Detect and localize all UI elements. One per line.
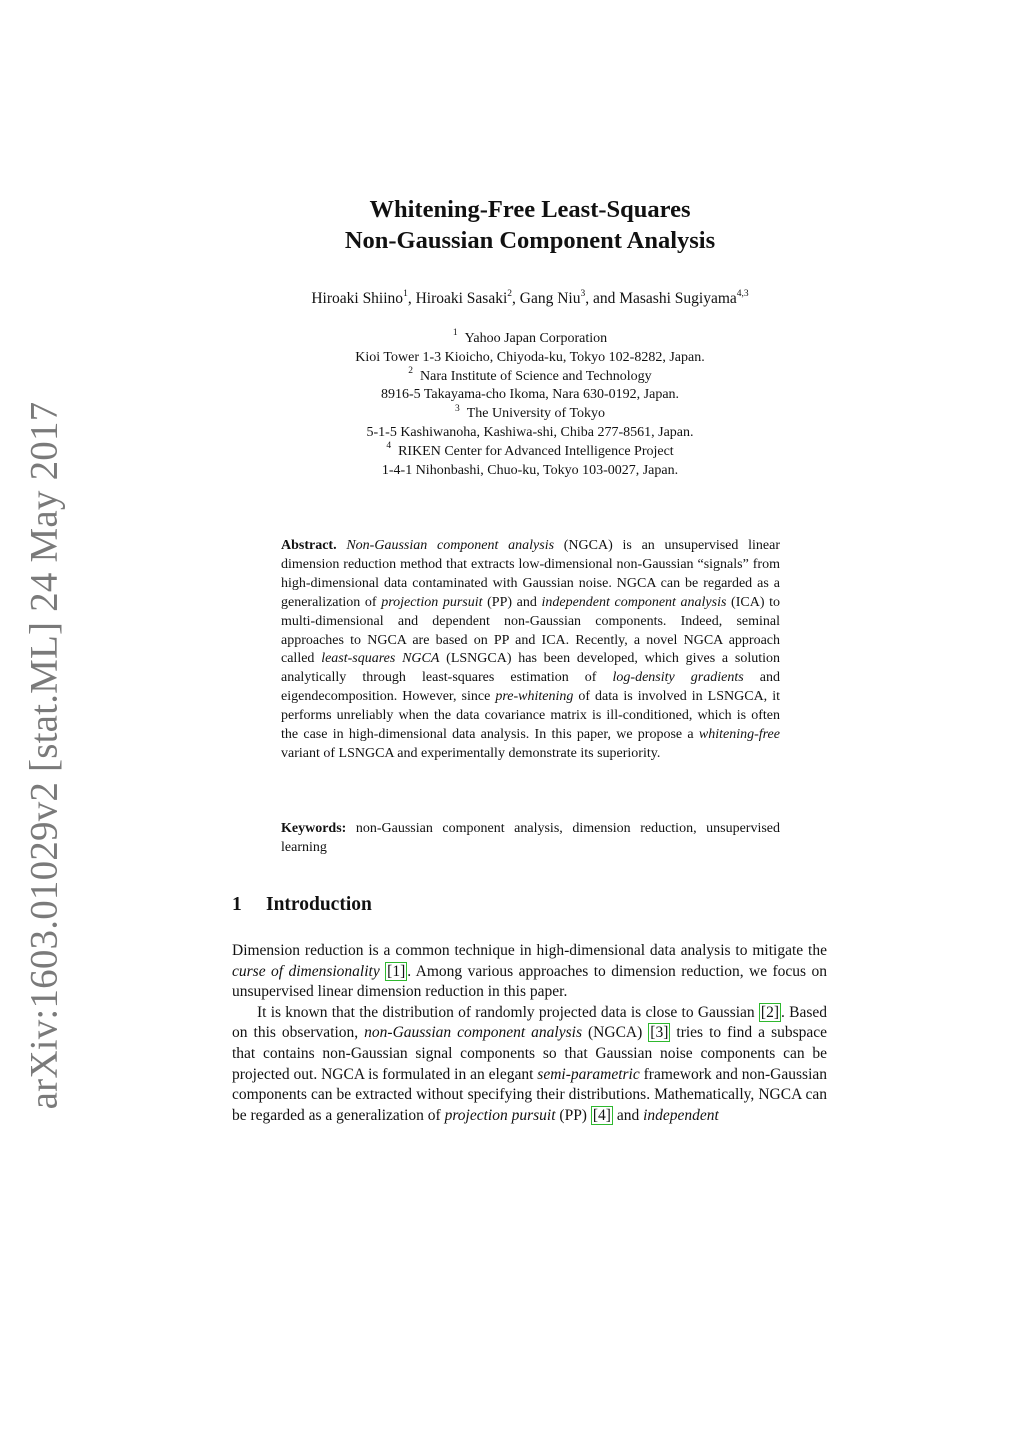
- author-list: [230, 290, 830, 308]
- text-run: (LSNGCA) has been developed, which gives a solution analytically through least-squares estimation of: [281, 651, 780, 686]
- emphasized-term: projection pursuit: [381, 594, 483, 610]
- author-affiliation-marker: 3: [580, 288, 586, 299]
- citation-link[interactable]: [3]: [650, 1024, 669, 1042]
- text-run: Dimension reduction is a common technique in high-dimensional data analysis to mitigate the: [232, 942, 827, 959]
- citation-link[interactable]: [2]: [760, 1003, 779, 1021]
- text-run: of data is involved in LSNGCA, it performs unreliably when the data covariance matrix is ill-conditioned, which is often the case in high-dimensional data analysis. In this paper, we propose a: [281, 689, 780, 743]
- emphasized-term: least-squares NGCA: [321, 651, 440, 667]
- arxiv-identifier-stamp: arXiv:1603.01029v2 [stat.ML] 24 May 2017: [22, 401, 66, 1109]
- affiliation-address: 5-1-5 Kashiwanoha, Kashiwa-shi, Chiba 277-8561, Japan.: [366, 424, 694, 440]
- text-run: [337, 538, 347, 553]
- affiliation-marker: 3: [454, 403, 460, 414]
- emphasized-term: pre-whitening: [495, 689, 574, 705]
- paragraph: [232, 941, 827, 1003]
- affiliation-marker: 2: [408, 365, 414, 376]
- keywords-label: Keywords:: [281, 821, 347, 836]
- section-number: 1: [232, 894, 242, 915]
- emphasized-term: non-Gaussian component analysis: [364, 1024, 582, 1042]
- introduction-body: [232, 941, 827, 1126]
- affiliation-address: Kioi Tower 1-3 Kioicho, Chiyoda-ku, Tokyo 102-8282, Japan.: [355, 349, 705, 365]
- text-run: (NGCA): [582, 1024, 649, 1042]
- affiliation-name-line: [230, 443, 830, 462]
- affiliation-marker: 4: [386, 441, 392, 452]
- text-run: (ICA) to multi-dimensional and dependent non-Gaussian components. Indeed, seminal approaches to NGCA are based on PP and ICA. Recently, a novel NGCA approach called: [281, 594, 780, 667]
- emphasized-term: projection pursuit: [444, 1106, 556, 1124]
- affiliation-name: The University of Tokyo: [466, 406, 606, 422]
- citation-link[interactable]: [4]: [592, 1106, 611, 1124]
- text-run: It is known that the distribution of randomly projected data is close to Gaussian: [257, 1003, 759, 1021]
- affiliation-address: 8916-5 Takayama-cho Ikoma, Nara 630-0192, Japan.: [380, 387, 680, 403]
- abstract: [281, 537, 780, 764]
- text-run: (NGCA) is an unsupervised linear dimension reduction method that extracts low-dimensional non-Gaussian “signals” from high-dimensional data contaminated with Gaussian noise. NGCA can be regarded as a generalization of: [281, 538, 780, 610]
- affiliation-list: [230, 330, 830, 480]
- author-separator: ,: [512, 290, 520, 307]
- author-name: Hiroaki Shiino: [311, 290, 404, 307]
- author-affiliation-marker: 2: [507, 288, 513, 299]
- keywords: [281, 820, 780, 858]
- emphasized-term: whitening-free: [698, 727, 780, 743]
- author-separator: ,: [407, 290, 416, 307]
- title-line-2: Non-Gaussian Component Analysis: [344, 227, 716, 254]
- affiliation-name: Nara Institute of Science and Technology: [420, 368, 652, 384]
- abstract-label: Abstract.: [281, 538, 337, 553]
- abstract-body: [281, 538, 780, 761]
- affiliation-name-line: [230, 330, 830, 349]
- citation-link[interactable]: [1]: [387, 962, 406, 980]
- paper-title: [230, 194, 830, 256]
- affiliation-name: Yahoo Japan Corporation: [464, 331, 608, 346]
- text-run: and: [612, 1106, 644, 1124]
- author-name: Masashi Sugiyama: [619, 290, 737, 307]
- keywords-text: non-Gaussian component analysis, dimension reduction, unsupervised learning: [281, 821, 780, 855]
- emphasized-term: log-density gradients: [612, 670, 744, 686]
- emphasized-term: independent: [643, 1106, 719, 1124]
- emphasized-term: independent component analysis: [541, 594, 727, 610]
- text-run: framework and non-Gaussian components can be extracted without specifying their distributions. Mathematically, NGCA can be regarded as a generalization of: [232, 1065, 828, 1124]
- section-heading-introduction: [232, 894, 372, 916]
- affiliation-name: RIKEN Center for Advanced Intelligence Project: [398, 443, 674, 459]
- text-run: . Among various approaches to dimension reduction, we focus on unsupervised linear dimension reduction in this paper.: [232, 962, 828, 1001]
- section-title: Introduction: [266, 894, 372, 915]
- text-run: (PP) and: [482, 594, 542, 610]
- text-run: (PP): [555, 1106, 591, 1124]
- author-affiliation-marker: 4,3: [736, 288, 749, 299]
- paragraph: [232, 1003, 827, 1127]
- text-run: tries to find a subspace that contains non-Gaussian signal components so that Gaussian noise components can be projected out. NGCA is formulated in an elegant: [232, 1024, 828, 1083]
- emphasized-term: Non-Gaussian component analysis: [346, 538, 555, 553]
- author-name: Hiroaki Sasaki: [415, 290, 508, 307]
- affiliation-name-line: [230, 405, 830, 424]
- author-name: Gang Niu: [519, 290, 581, 307]
- text-run: variant of LSNGCA and experimentally demonstrate its superiority.: [281, 745, 661, 761]
- affiliation-address: 1-4-1 Nihonbashi, Chuo-ku, Tokyo 103-0027, Japan.: [381, 462, 679, 478]
- title-line-1: Whitening-Free Least-Squares: [369, 196, 691, 223]
- text-run: . Based on this observation,: [232, 1003, 827, 1042]
- emphasized-term: curse of dimensionality: [232, 962, 380, 980]
- text-run: and eigendecomposition. However, since: [281, 670, 780, 705]
- affiliation-marker: 1: [452, 328, 458, 339]
- affiliation-name-line: [230, 365, 830, 387]
- author-affiliation-marker: 1: [403, 288, 408, 299]
- author-separator: , and: [585, 290, 620, 307]
- emphasized-term: semi-parametric: [537, 1065, 640, 1083]
